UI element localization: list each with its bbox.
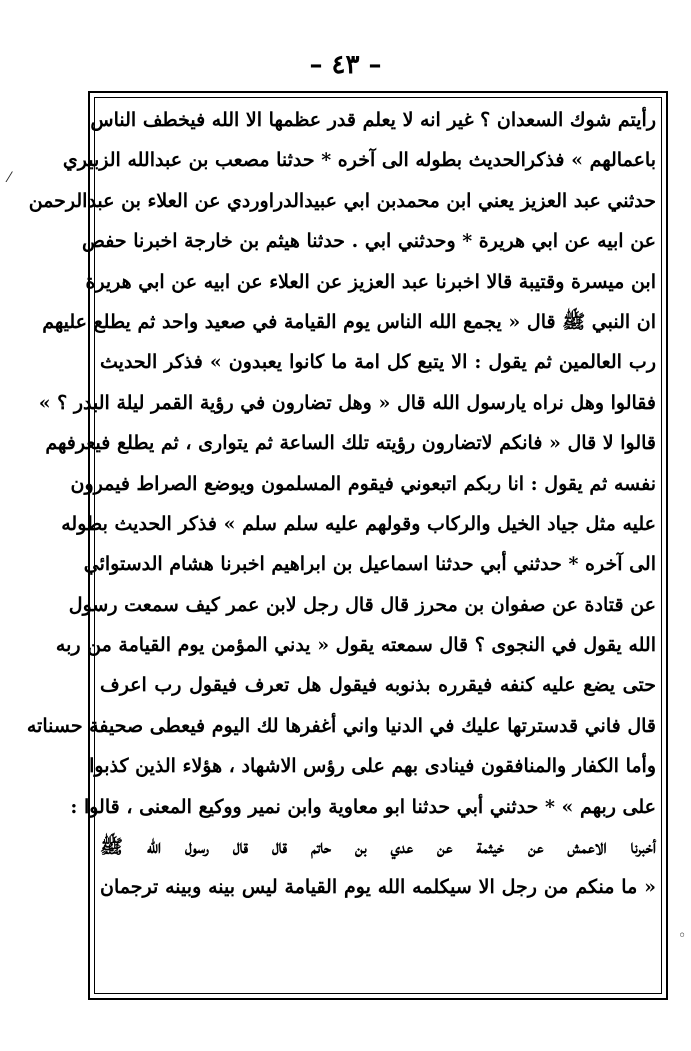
text-line: ان النبي ﷺ قال « يجمع الله الناس يوم القيامة في صعيد واحد ثم يطلع عليهم [42, 310, 656, 333]
text-line: فقالوا وهل نراه يارسول الله قال « وهل تضارون في رؤية القمر ليلة البدر ؟ » [38, 391, 656, 414]
text-line: رأيتم شوك السعدان ؟ غير انه لا يعلم قدر عظمها الا الله فيخطف الناس [90, 109, 656, 131]
text-line: الله يقول في النجوى ؟ قال سمعته يقول « يدني المؤمن يوم القيامة من ربه [55, 634, 656, 657]
text-line: حتى يضع عليه كنفه فيقرره بذنوبه فيقول هل تعرف فيقول رب اعرف [100, 674, 656, 697]
text-line: عن ابيه عن ابي هريرة * وحدثني ابي . حدثنا هيثم بن خارجة اخبرنا حفص [81, 230, 656, 253]
text-line: عليه مثل جياد الخيل والركاب وقولهم عليه سلم سلم » فذكر الحديث بطوله [61, 512, 656, 535]
text-line: الى آخره * حدثني أبي حدثنا اسماعيل بن ابراهيم اخبرنا هشام الدستوائي [83, 553, 656, 576]
text-line: قالوا لا قال « فانكم لاتضارون رؤيته تلك الساعة ثم يتوارى ، ثم يطلع فيعرفهم [45, 432, 656, 455]
page-number: – ٤٣ – [309, 50, 382, 80]
text-line: عن قتادة عن صفوان بن محرز قال قال رجل لابن عمر كيف سمعت رسول [68, 593, 656, 616]
text-line: « ما منكم من رجل الا سيكلمه الله يوم القيامة ليس بينه وبينه ترجمان [100, 876, 656, 899]
text-line: أخبرنا الاعمش عن خيثمة عن عدي بن حاتم قال قال رسول الله ﷺ [100, 836, 656, 859]
margin-mark: ◦ [678, 928, 687, 944]
text-line: على ربهم » * حدثني أبي حدثنا ابو معاوية وابن نمير ووكيع المعنى ، قالوا : [70, 795, 656, 818]
text-line: رب العالمين ثم يقول : الا يتبع كل امة ما كانوا يعبدون » فذكر الحديث [100, 351, 656, 374]
text-line: باعمالهم » فذكرالحديث بطوله الى آخره * حدثنا مصعب بن عبدالله الزبيري [62, 149, 656, 172]
text-line: قال فاني قدسترتها عليك في الدنيا واني أغفرها لك اليوم فيعطى صحيفة حسناته [26, 714, 656, 737]
text-line: وأما الكفار والمنافقون فينادى بهم على رؤس الاشهاد ، هؤلاء الذين كذبوا [89, 755, 656, 778]
text-line: ابن ميسرة وقتيبة قالا اخبرنا عبد العزيز عن العلاء عن ابيه عن ابي هريرة [85, 270, 656, 293]
text-line: نفسه ثم يقول : انا ربكم اتبعوني فيقوم المسلمون ويوضع الصراط فيمرون [70, 472, 656, 495]
margin-mark: ⁄ [8, 170, 11, 186]
text-line: حدثني عبد العزيز يعني ابن محمدبن ابي عبيدالدراوردي عن العلاء بن عبدالرحمن [28, 189, 656, 212]
text-block [26, 100, 656, 990]
